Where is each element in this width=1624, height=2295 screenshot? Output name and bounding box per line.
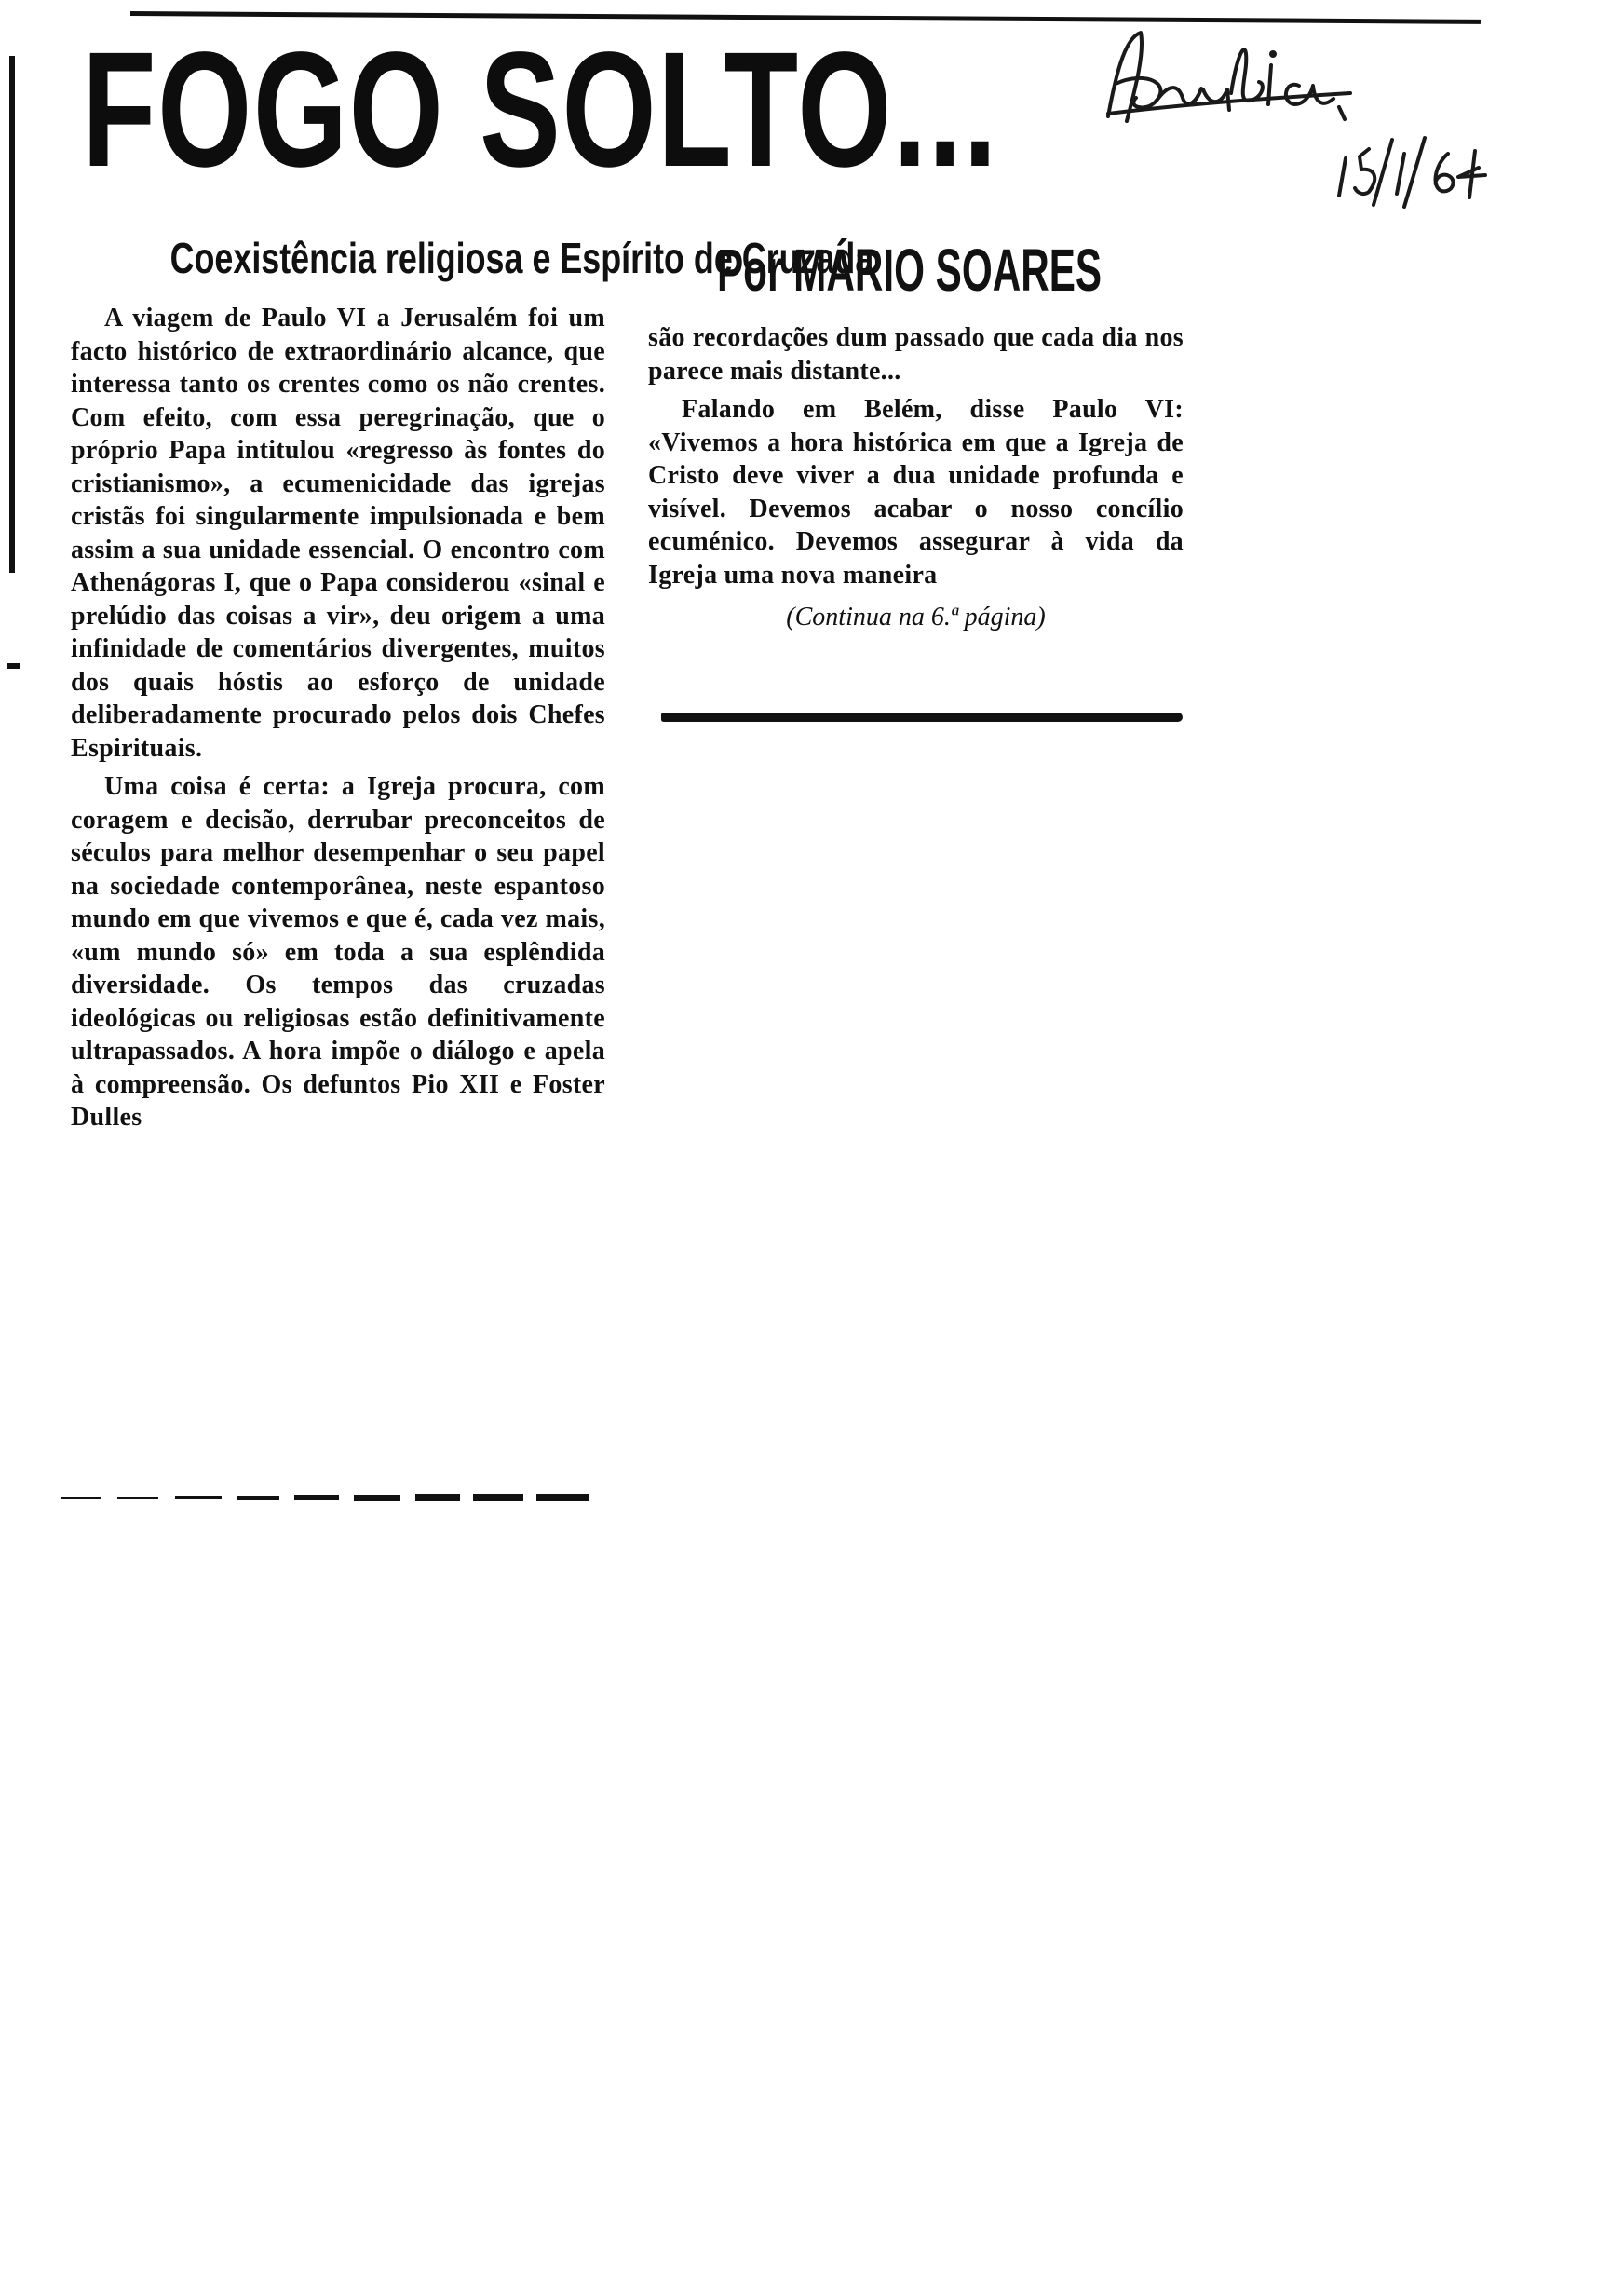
right-paragraph-2: Falando em Belém, disse Paulo VI: «Vivemos a hora histórica em que a Igreja de Cristo deve viver a dua unidade profunda e visível. Devemos acabar o nosso concílio ecuménico. Devemos assegurar à vida da Igreja uma nova maneira: [648, 395, 1184, 590]
handwritten-note-drawing: [1089, 28, 1490, 214]
continues-note: (Continua na 6.ª página): [786, 603, 1046, 631]
right-paragraph-1: são recordações dum passado que cada dia nos parece mais distante...: [648, 323, 1184, 386]
headline: FOGO SOLTO...: [82, 19, 999, 201]
subtitle-text: Coexistência religiosa e Espírito de Cruzada: [169, 234, 874, 282]
right-column: [648, 321, 1184, 634]
column-end-rule: [661, 713, 1183, 722]
byline: Por MÁRIO SOARES: [717, 237, 1103, 304]
left-column: [71, 233, 874, 1134]
bottom-dashed-rule: [61, 1494, 598, 1501]
left-paragraph-2: Uma coisa é certa: a Igreja procura, com coragem e decisão, derrubar preconceitos de séculos para melhor desempenhar o seu papel na sociedade contemporânea, neste espantoso mundo em que vivemos e que é, cada vez mais, «um mundo só» em toda a sua esplêndida diversidade. Os tempos das cruzadas ideológicas ou religiosas estão definitivamente ultrapassados. A hora impõe o diálogo e apela à compreensão. Os defuntos Pio XII e Foster Dulles: [71, 772, 605, 1132]
left-paragraph-1: A viagem de Paulo VI a Jerusalém foi um facto histórico de extraordinário alcance, que interessa tanto os crentes como os não crentes. Com efeito, com essa peregrinação, que o próprio Papa intitulou «regresso às fontes do cristianismo», a ecumenicidade das igrejas cristãs foi singularmente impulsionada e bem assim a sua unidade essencial. O encontro com Athenágoras I, que o Papa considerou «sinal e prelúdio das coisas a vir», deu origem a uma infinidade de comentários divergentes, muitos dos quais hóstis ao esforço de unidade deliberadamente procurado pelos dois Chefes Espirituais.: [71, 304, 605, 763]
scan-left-mark: [7, 663, 20, 669]
subtitle: [71, 233, 874, 283]
scan-left-edge: [9, 56, 15, 573]
handwritten-note: [1089, 28, 1490, 214]
